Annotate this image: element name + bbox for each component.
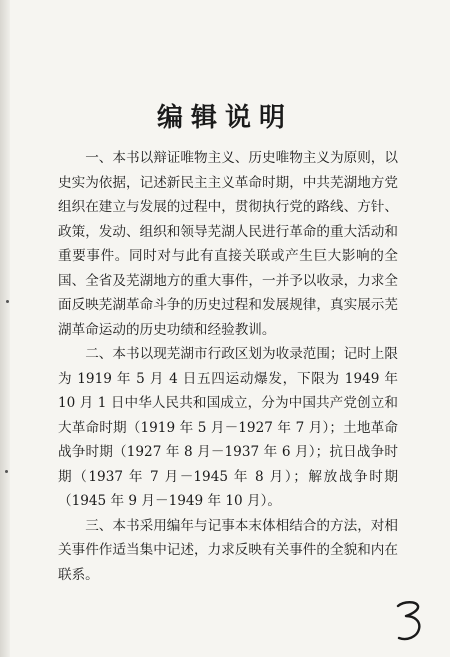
body-text — [58, 146, 398, 587]
paragraph-2: 二、本书以现芜湖市行政区划为收录范围；记时上限为 1919 年 5 月 4 日五四运动爆发，下限为 1949 年 10 月 1 日中华人民共和国成立，分为中国共产党创立和大革命时期（1919 年 5 月－1927 年 7 月）；土地革命战争时期（1927 年 8 月－1937 年 6 月）；抗日战争时期（1937 年 7 月－1945 年 8 月）；解放战争时期（1945 年 9 月－1949 年 10 月）。 — [58, 346, 398, 509]
paragraph-1: 一、本书以辩证唯物主义、历史唯物主义为原则，以史实为依据，记述新民主主义革命时期，中共芜湖地方党组织在建立与发展的过程中，贯彻执行党的路线、方针、政策，发动、组织和领导芜湖人民进行革命的重大活动和重要事件。同时对与此有直接关联或产生巨大影响的全国、全省及芜湖地方的重大事件，一并予以收录，力求全面反映芜湖革命斗争的历史过程和发展规律，真实展示芜湖革命运动的历史功绩和经验教训。 — [58, 150, 398, 338]
paragraph-3: 三、本书采用编年与记事本末体相结合的方法，对相关事件作适当集中记述，力求反映有关事件的全貌和内在联系。 — [58, 517, 398, 583]
handwritten-page-number — [392, 598, 426, 644]
scan-speck — [6, 300, 9, 303]
scan-speck — [5, 470, 8, 473]
page-title: 编辑说明 — [156, 103, 293, 134]
binding-edge — [0, 0, 10, 657]
handwritten-3-glyph — [392, 598, 426, 644]
